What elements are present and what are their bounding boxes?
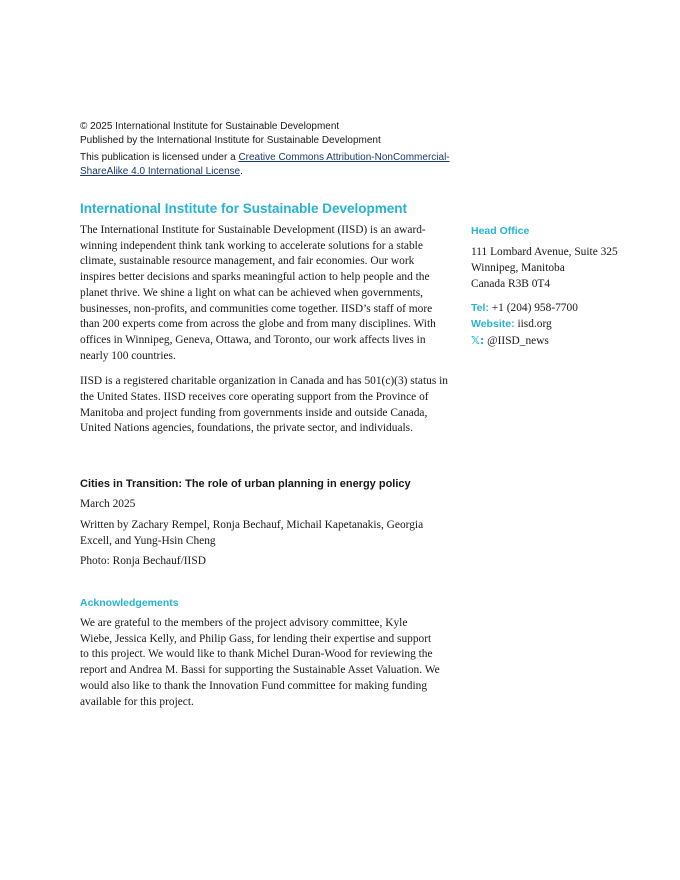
address-line: 111 Lombard Avenue, Suite 325 bbox=[471, 246, 618, 258]
acknowledgements-heading: Acknowledgements bbox=[80, 597, 179, 609]
report-authors: Written by Zachary Rempel, Ronja Bechauf, Michail Kapetanakis, Georgia Excell, and Yung-Hsin Cheng bbox=[80, 519, 424, 547]
x-logo-icon: 𝕏: bbox=[471, 333, 485, 347]
org-paragraph-2: IISD is a registered charitable organization in Canada and has 501(c)(3) status in the United States. IISD receives core operating support from the Province of Manitoba and project funding from governments inside and outside Canada, United Nations agencies, foundations, the private sector, and individuals. bbox=[80, 375, 448, 435]
head-office-block bbox=[471, 224, 651, 350]
website-row bbox=[471, 317, 651, 333]
website-label: Website: bbox=[471, 318, 515, 331]
website-value[interactable]: iisd.org bbox=[517, 318, 552, 331]
phone-value[interactable]: +1 (204) 958-7700 bbox=[491, 302, 578, 315]
org-heading: International Institute for Sustainable Development bbox=[80, 201, 408, 216]
copyright-line: © 2025 International Institute for Sustainable Development bbox=[80, 121, 340, 132]
photo-credit: Photo: Ronja Bechauf/IISD bbox=[80, 555, 206, 567]
phone-label: Tel: bbox=[471, 302, 489, 315]
org-paragraph-1: The International Institute for Sustainable Development (IISD) is an award-winning independent think tank working to accelerate solutions for a stable climate, sustainable resource management, and fair economies. Our work inspires better decisions and sparks meaningful action to help people and the planet thrive. We shine a light on what can be achieved when governments, businesses, non-profits, and communities come together. IISD’s staff of more than 200 experts come from across the globe and from many disciplines. With offices in Winnipeg, Geneva, Ottawa, and Toronto, our work affects lives in nearly 100 countries. bbox=[80, 224, 436, 362]
publisher-line: Published by the International Institute for Sustainable Development bbox=[80, 134, 381, 146]
copyright-block bbox=[80, 120, 460, 178]
org-description bbox=[80, 200, 448, 437]
phone-row bbox=[471, 301, 651, 317]
report-title: Cities in Transition: The role of urban planning in energy policy bbox=[80, 478, 411, 490]
license-link[interactable]: Creative Commons Attribution-NonCommercial-ShareAlike 4.0 International License bbox=[80, 152, 450, 177]
license-suffix: . bbox=[240, 165, 243, 177]
x-handle[interactable]: @IISD_news bbox=[487, 334, 549, 347]
address-line: Canada R3B 0T4 bbox=[471, 277, 551, 290]
license-prefix: This publication is licensed under a bbox=[80, 152, 239, 163]
x-row bbox=[471, 333, 651, 350]
address-line: Winnipeg, Manitoba bbox=[471, 261, 565, 274]
head-office-heading: Head Office bbox=[471, 225, 530, 237]
office-address bbox=[471, 245, 651, 292]
contact-list bbox=[471, 301, 651, 349]
license-line bbox=[80, 151, 460, 178]
report-date: March 2025 bbox=[80, 498, 136, 510]
acknowledgements-text: We are grateful to the members of the project advisory committee, Kyle Wiebe, Jessica Kelly, and Philip Gass, for lending their expertise and support to this project. We would like to thank Michel Duran-Wood for reviewing the report and Andrea M. Bassi for supporting the Sustainable Asset Valuation. We would also like to thank the Innovation Fund committee for making funding available for this project. bbox=[80, 617, 440, 708]
